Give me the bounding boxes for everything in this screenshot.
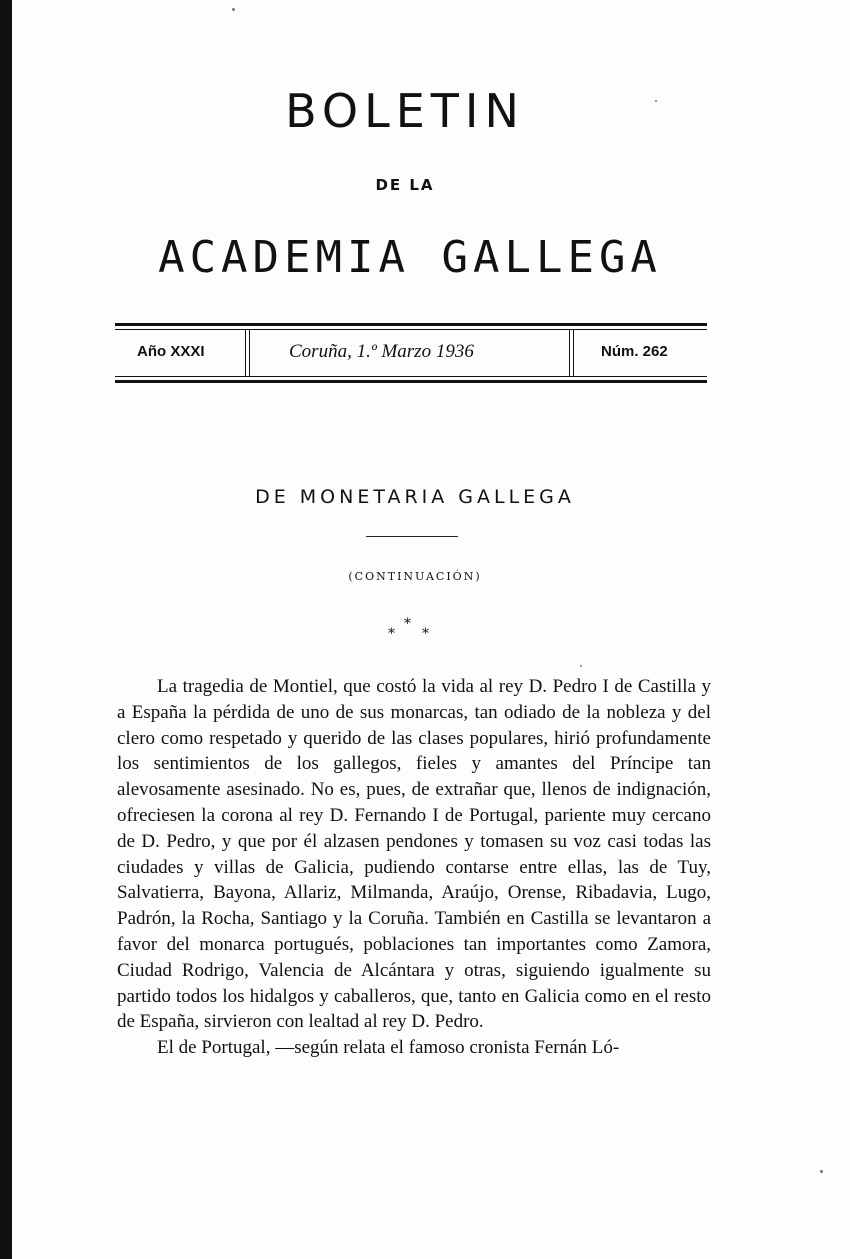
body-paragraph: La tragedia de Montiel, que costó la vida al rey D. Pedro I de Castilla y a España la pérdida de uno de sus monarcas, tan odiado de la nobleza y del clero como respetado y querido de las clases populares, hirió profundamente los sentimientos de los gallegos, fieles y amantes del Príncipe tan alevosamente asesinado. No es, pues, de extrañar que, llenos de indignación, ofreciesen la corona al rey D. Fernando I de Portugal, pariente muy cercano de D. Pedro, y que por él alzasen pendones y tomasen su voz casi todas las ciudades y villas de Galicia, pudiendo contarse entre ellas, las de Tuy, Salvatierra, Bayona, Allariz, Milmanda, Araújo, Orense, Ribadavia, Lugo, Padrón, la Rocha, Santiago y la Coruña. También en Castilla se levantaron a favor del monarca portugués, poblaciones tan importantes como Zamora, Ciudad Rodrigo, Valencia de Alcántara y otras, siguiendo igualmente su partido todos los hidalgos y caballeros, que, tanto en Galicia como en el resto de España, sirvieron con lealtad al rey D. Pedro. <box>117 676 711 1033</box>
journal-title-boletin: BOLETIN <box>285 84 525 138</box>
paper-speck <box>580 665 582 667</box>
masthead-top-rule <box>115 323 707 326</box>
journal-title-de-la: DE LA <box>375 176 435 194</box>
masthead-divider <box>569 330 570 376</box>
masthead-bottom-rule-thin <box>115 376 707 377</box>
masthead-divider <box>249 330 250 376</box>
title-underline <box>366 536 458 537</box>
masthead-bottom-rule <box>115 380 707 383</box>
year-label: Año XXXI <box>137 343 205 360</box>
masthead-info-row <box>115 330 707 376</box>
masthead-divider <box>573 330 574 376</box>
body-paragraph: El de Portugal, —según relata el famoso cronista Fernán Ló- <box>157 1037 620 1059</box>
asterism-ornament: * * * <box>388 616 429 642</box>
paper-speck <box>820 1170 823 1173</box>
continuation-label: (CONTINUACIÓN) <box>348 570 482 583</box>
paper-speck <box>655 100 657 102</box>
journal-title-academia: ACADEMIA GALLEGA <box>158 232 662 283</box>
paper-speck <box>232 8 235 11</box>
article-body <box>117 674 711 1061</box>
issue-number: Núm. 262 <box>601 343 668 360</box>
place-date: Coruña, 1.º Marzo 1936 <box>289 341 474 362</box>
masthead-divider <box>245 330 246 376</box>
article-title: DE MONETARIA GALLEGA <box>255 486 575 508</box>
